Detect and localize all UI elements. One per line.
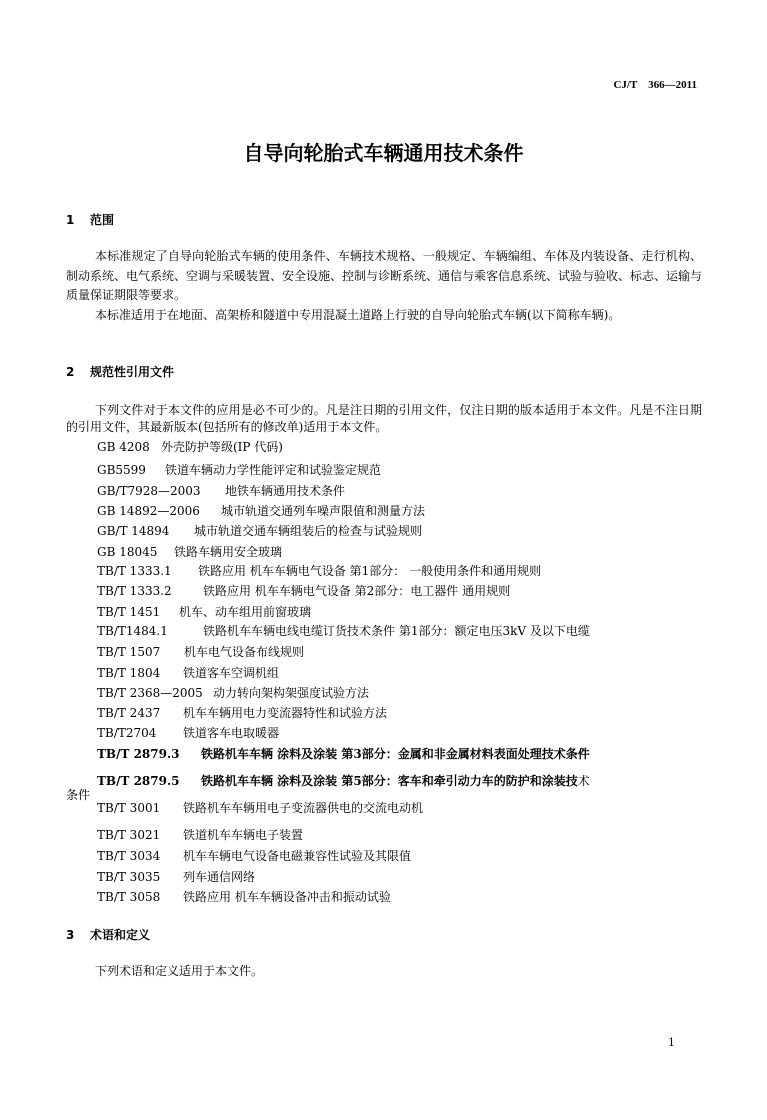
terms-intro: 下列术语和定义适用于本文件。 [95,964,264,978]
reference-code: TB/T 1507 [97,645,161,659]
reference-item [97,847,411,864]
reference-code: TB/T 2879.5 [97,774,180,788]
section-title: 范围 [90,213,115,227]
reference-code: TB/T 1804 [97,666,161,680]
section-title: 术语和定义 [90,928,151,942]
reference-title: 铁路应用 机车车辆电气设备 第1部分： 一般使用条件和通用规则 [198,564,542,578]
standard-code: CJ/T 366—2011 [613,79,697,91]
reference-item [97,799,423,816]
reference-code: GB 4208 [97,440,150,454]
reference-title: 铁路车辆用安全玻璃 [174,545,283,559]
reference-code: TB/T 1333.1 [97,564,172,578]
reference-title: 铁路机车车辆 涂料及涂装 第3部分：金属和非金属材料表面处理技术条件 [201,747,590,761]
section-heading-normative [66,363,174,380]
section-title: 规范性引用文件 [90,365,175,379]
document-title: 自导向轮胎式车辆通用技术条件 [243,141,524,165]
section-heading-scope [66,211,114,228]
reference-item [97,582,510,599]
reference-code: TB/T 1333.2 [97,584,172,598]
reference-item [97,745,590,762]
reference-code: GB/T 14894 [97,524,170,538]
reference-item [97,622,590,639]
reference-code: GB/T7928—2003 [97,484,201,498]
section-heading-terms [66,926,150,943]
reference-title: 机车车辆电气设备电磁兼容性试验及其限值 [183,849,412,863]
reference-code: TB/T 3058 [97,890,161,904]
reference-code: TB/T1484.1 [97,624,168,638]
scope-paragraph-2: 本标准适用于在地面、高架桥和隧道中专用混凝土道路上行驶的自导向轮胎式车辆(以下简称车辆)。 [95,308,621,322]
reference-item [97,461,381,478]
section-number: 1 [66,213,75,227]
reference-title: 铁路应用 机车车辆电气设备 第2部分：电工器件 通用规则 [203,584,511,598]
reference-title: 动力转向架构架强度试验方法 [213,686,370,700]
reference-title: 铁道车辆动力学性能评定和试验鉴定规范 [165,463,382,477]
scope-paragraph-1: 本标准规定了自导向轮胎式车辆的使用条件、车辆技术规格、一般规定、车辆编组、车体及内装设备、走行机构、制动系统、电气系统、空调与采暖装置、安全设施、控制与诊断系统、通信与乘客信息系统、试验与验收、标志、运输与质量保证期限等要求。 [66,249,703,302]
reference-item [97,543,282,560]
reference-item [97,826,303,843]
reference-title: 铁道客车空调机组 [183,666,280,680]
reference-item [97,704,387,721]
reference-code: TB/T 3035 [97,870,161,884]
reference-item [97,664,279,681]
reference-title-tail: 术 [577,774,590,788]
reference-title: 铁道客车电取暖器 [183,726,280,740]
reference-title: 列车通信网络 [183,870,256,884]
reference-title: 地铁车辆通用技术条件 [225,484,346,498]
reference-item [97,482,345,499]
reference-title: 外壳防护等级(IP 代码) [161,440,283,454]
reference-item [97,888,391,905]
reference-code: TB/T 2879.3 [97,747,180,761]
reference-title: 城市轨道交通列车噪声限值和测量方法 [221,504,426,518]
page-number: 1 [668,1036,675,1049]
reference-item [97,772,590,789]
reference-item [97,438,283,455]
reference-title: 铁路机车车辆电线电缆订货技术条件 第1部分：额定电压3kV 及以下电缆 [203,624,590,638]
normative-intro: 下列文件对于本文件的应用是必不可少的。凡是注日期的引用文件，仅注日期的版本适用于本文件。凡是不注日期的引用文件，其最新版本(包括所有的修改单)适用于本文件。 [66,403,702,434]
section-number: 2 [66,365,75,379]
reference-code: TB/T 2368—2005 [97,686,203,700]
reference-item [97,502,425,519]
reference-title: 机车车辆用电力变流器特性和试验方法 [183,706,388,720]
reference-code: TB/T 1451 [97,605,161,619]
reference-code: TB/T 2437 [97,706,161,720]
reference-title-wrap: 条件 [66,788,91,802]
reference-item [97,562,541,579]
reference-title: 铁路应用 机车车辆设备冲击和振动试验 [183,890,391,904]
reference-code: TB/T 3001 [97,801,161,815]
reference-title: 机车电气设备布线规则 [184,645,305,659]
section-number: 3 [66,928,75,942]
reference-item [97,522,422,539]
reference-code: TB/T 3021 [97,828,161,842]
reference-title: 城市轨道交通车辆组装后的检查与试验规则 [194,524,423,538]
reference-title: 铁路机车车辆 涂料及涂装 第5部分：客车和牵引动力车的防护和涂装技 [201,774,578,788]
reference-code: GB5599 [97,463,146,477]
reference-code: TB/T 3034 [97,849,161,863]
reference-item [97,603,311,620]
reference-item [97,868,255,885]
reference-title: 机车、动车组用前窗玻璃 [179,605,312,619]
reference-item [97,684,369,701]
reference-item [97,724,279,741]
reference-title: 铁道机车车辆电子装置 [183,828,304,842]
reference-code: GB 18045 [97,545,158,559]
reference-code: GB 14892—2006 [97,504,200,518]
reference-code: TB/T2704 [97,726,157,740]
reference-item [97,643,304,660]
reference-title: 铁路机车车辆用电子变流器供电的交流电动机 [183,801,424,815]
